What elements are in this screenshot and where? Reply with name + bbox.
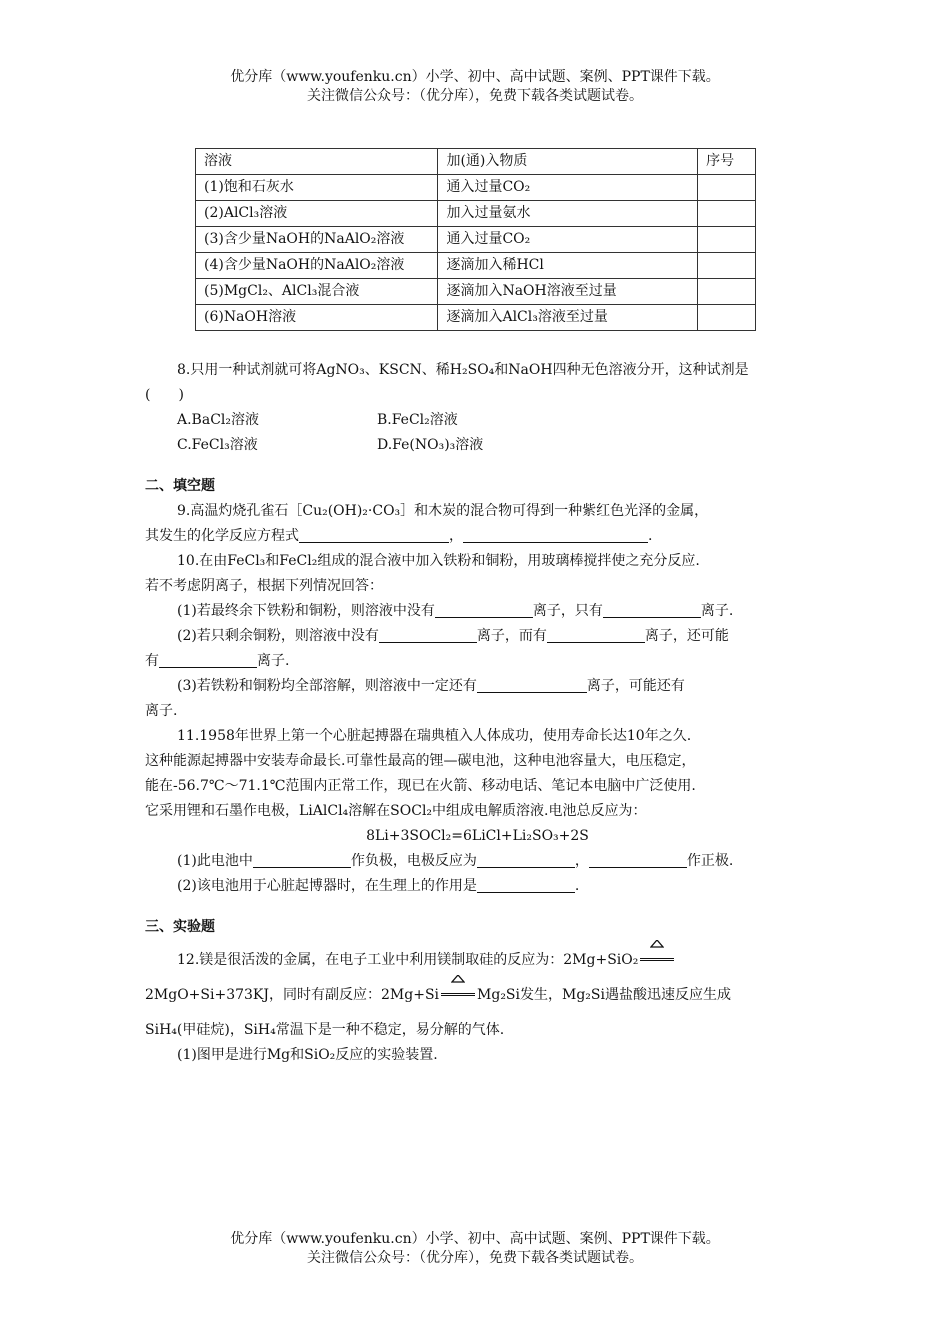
table-cell: (1)饱和石灰水 [196,175,438,201]
table-cell: (5)MgCl₂、AlCl₃混合液 [196,279,438,305]
q11-line-2: 这种能源起搏器中安装寿命最长.可靠性最高的锂—碳电池，这种电池容量大，电压稳定， [145,753,696,769]
table-row [196,227,756,253]
answer-blank[interactable] [159,651,257,668]
answer-blank[interactable] [477,676,587,693]
table-row [196,253,756,279]
table-cell: 逐滴加入稀HCl [438,253,698,279]
table-cell [698,305,756,331]
q10-part-2-cont [145,649,810,674]
table-cell [698,201,756,227]
table-header-cell: 溶液 [196,149,438,175]
q9-line-2 [145,524,810,549]
question-8-stem: 8.只用一种试剂就可将AgNO₃、KSCN、稀H₂SO₄和NaOH四种无色溶液分开，这种试剂是 [177,362,749,378]
document-body [145,148,810,1068]
q10-text: 离子. [257,653,290,669]
answer-blank[interactable] [603,601,701,618]
answer-blank[interactable] [463,526,648,543]
q9-text: 其发生的化学反应方程式 [145,528,299,544]
q12-text: 12.镁是很活泼的金属，在电子工业中利用镁制取硅的反应为：2Mg+SiO₂ [177,952,639,968]
table-cell: (2)AlCl₃溶液 [196,201,438,227]
q11-text: 作负极，电极反应为 [350,853,477,869]
q10-line-2: 若不考虑阴离子，根据下列情况回答： [145,578,383,594]
table-row [196,305,756,331]
q9-text: ， [449,528,463,544]
table-row [196,175,756,201]
q10-part-3 [145,674,810,699]
q12-text: 2MgO+Si+373KJ，同时有副反应：2Mg+Si [145,987,440,1003]
q11-text: . [574,878,580,894]
q10-text: (3)若铁粉和铜粉均全部溶解，则溶液中一定还有 [177,678,477,694]
table-cell [698,227,756,253]
q10-text: 离子. [700,603,734,619]
table-cell [698,279,756,305]
q11-line-1: 11.1958年世界上第一个心脏起搏器在瑞典植入人体成功，使用寿命长达10年之久. [177,728,692,744]
q11-part-2 [145,874,810,899]
answer-blank[interactable] [477,851,575,868]
heat-triangle-icon [650,940,664,948]
q10-text: 离子，而有 [476,628,547,644]
table-cell: 逐滴加入NaOH溶液至过量 [438,279,698,305]
table-header-cell: 序号 [698,149,756,175]
q11-text: (1)此电池中 [177,853,253,869]
table-header-cell: 加(通)入物质 [438,149,698,175]
q11-line-4: 它采用锂和石墨作电极，LiAlCl₄溶解在SOCl₂中组成电解质溶液.电池总反应为： [145,803,647,819]
q10-text: (1)若最终余下铁粉和铜粉，则溶液中没有 [177,603,435,619]
page-footer [0,1230,950,1268]
section-3-title: 三、实验题 [145,919,215,935]
option-c: C.FeCl₃溶液 [177,437,258,453]
q10-text: (2)若只剩余铜粉，则溶液中没有 [177,628,379,644]
q12-line-3: SiH₄(甲硅烷)，SiH₄常温下是一种不稳定，易分解的气体. [145,1022,505,1038]
q10-text: 离子，还可能 [644,628,729,644]
header-line-1: 优分库（www.youfenku.cn）小学、初中、高中试题、案例、PPT课件下载。 [230,69,720,85]
q11-line-3: 能在-56.7℃～71.1℃范围内正常工作，现已在火箭、移动电话、笔记本电脑中广泛使用. [145,778,696,794]
table-cell: 逐滴加入AlCl₃溶液至过量 [438,305,698,331]
q12-text: Mg₂Si发生，Mg₂Si遇盐酸迅速反应生成 [477,987,731,1003]
section-2-title: 二、填空题 [145,478,215,494]
q10-part-1 [145,599,810,624]
heating-equals-sign [640,951,674,965]
answer-blank[interactable] [299,526,449,543]
table-cell [698,175,756,201]
q10-text: 离子，只有 [532,603,603,619]
q10-text: 离子，可能还有 [586,678,685,694]
table-row [196,279,756,305]
q12-line-1 [145,948,810,973]
option-b: B.FeCl₂溶液 [377,412,458,428]
answer-blank[interactable] [589,851,687,868]
footer-line-2: 关注微信公众号：（优分库），免费下载各类试题试卷。 [307,1250,643,1266]
question-8-options-row-1 [145,408,810,433]
header-line-2: 关注微信公众号：（优分库），免费下载各类试题试卷。 [307,88,643,104]
table-row [196,201,756,227]
answer-blank[interactable] [435,601,533,618]
table-cell: (6)NaOH溶液 [196,305,438,331]
table-header-row [196,149,756,175]
answer-blank[interactable] [253,851,351,868]
q10-part-3-cont: 离子. [145,703,178,719]
table-cell: 通入过量CO₂ [438,175,698,201]
q11-text: ， [574,853,589,869]
page-header [0,68,950,106]
table-cell: 加入过量氨水 [438,201,698,227]
reaction-table [195,148,756,331]
answer-blank[interactable] [477,876,575,893]
q10-text: 有 [145,653,159,669]
q11-text: 作正极. [686,853,734,869]
answer-blank[interactable] [379,626,477,643]
table-cell: 通入过量CO₂ [438,227,698,253]
question-8-options-row-2 [145,433,810,458]
option-a: A.BaCl₂溶液 [177,412,259,428]
q11-equation: 8Li+3SOCl₂=6LiCl+Li₂SO₃+2S [366,828,589,844]
q9-line-1: 9.高温灼烧孔雀石［Cu₂(OH)₂·CO₃］和木炭的混合物可得到一种紫红色光泽的金属， [177,503,709,519]
table-cell: (4)含少量NaOH的NaAlO₂溶液 [196,253,438,279]
footer-line-1: 优分库（www.youfenku.cn）小学、初中、高中试题、案例、PPT课件下载。 [230,1231,720,1247]
table-cell: (3)含少量NaOH的NaAlO₂溶液 [196,227,438,253]
question-8-paren: ( ) [145,387,184,403]
q9-text: . [648,528,653,544]
q12-line-4: (1)图甲是进行Mg和SiO₂反应的实验装置. [177,1047,438,1063]
table-cell [698,253,756,279]
q11-text: (2)该电池用于心脏起博器时，在生理上的作用是 [177,878,477,894]
heating-equals-sign [441,986,475,1000]
q12-line-2 [145,983,810,1008]
heat-triangle-icon [451,975,465,983]
answer-blank[interactable] [547,626,645,643]
q10-line-1: 10.在由FeCl₃和FeCl₂组成的混合液中加入铁粉和铜粉，用玻璃棒搅拌使之充分反应. [177,553,700,569]
option-d: D.Fe(NO₃)₃溶液 [377,437,484,453]
q11-part-1 [145,849,810,874]
q10-part-2 [145,624,810,649]
